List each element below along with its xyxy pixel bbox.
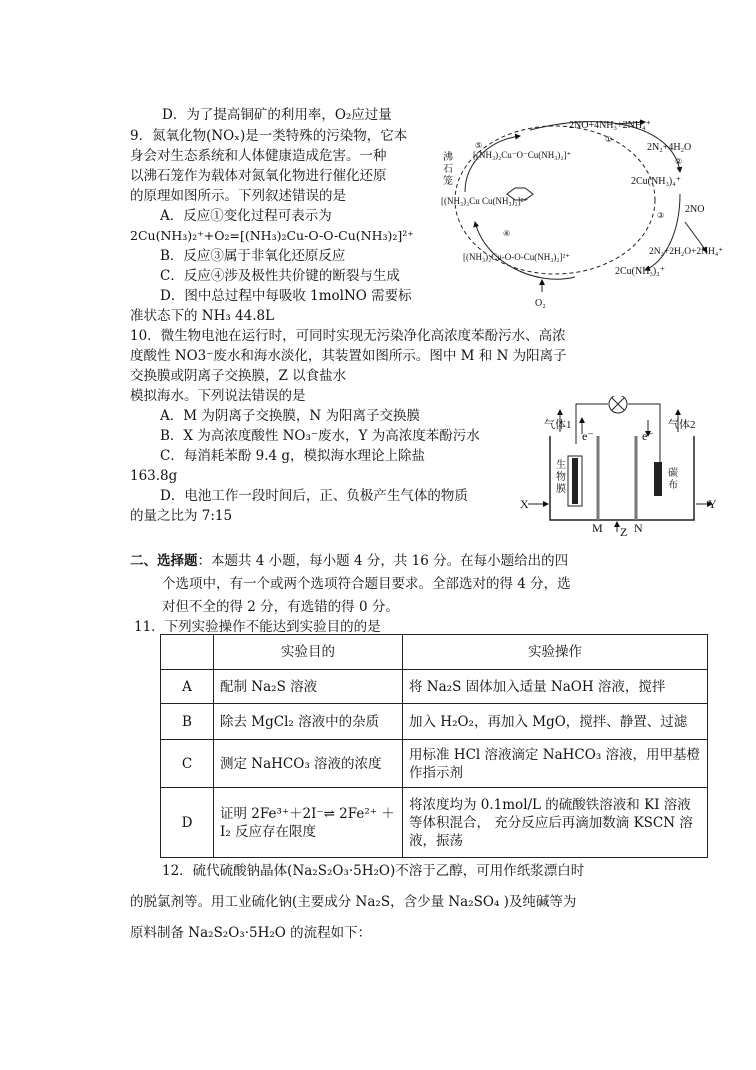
row-c-option: C xyxy=(161,740,214,788)
table-header-row xyxy=(161,635,708,670)
x-label: X xyxy=(520,497,529,511)
q11-stem: 11．下列实验操作不能达到实验目的的是 xyxy=(134,619,381,635)
section2-line3: 对但不全的得 2 分，有选错的得 0 分。 xyxy=(162,599,399,615)
q9-stem-line2: 身会对生态系统和人体健康造成危害。一种 xyxy=(130,148,387,164)
section2-line1 xyxy=(130,552,568,570)
biofilm-electrode xyxy=(572,458,578,504)
diagram-complex-top: [(NH₃)₂Cu⁻O⁻Cu(NH₃)₂]⁺ xyxy=(473,150,572,160)
table-row xyxy=(161,704,708,740)
q10-stem-line3: 交换膜或阴离子交换膜，Z 以食盐水 xyxy=(130,368,347,384)
row-b-operation: 加入 H₂O₂，再加入 MgO，搅拌、静置、过滤 xyxy=(403,704,708,740)
bio-label-1: 生 xyxy=(556,460,566,471)
catalytic-cycle-diagram xyxy=(435,112,753,312)
step-4: ④ xyxy=(503,229,511,238)
q9-option-c: C．反应④涉及极性共价键的断裂与生成 xyxy=(160,268,400,284)
q9-option-d-cont: 准状态下的 NH₃ 44.8L xyxy=(130,308,275,324)
q12-line2: 的脱氯剂等。用工业硫化钠(主要成分 Na₂S，含少量 Na₂SO₄ )及纯碱等为 xyxy=(130,894,577,910)
row-c-operation: 用标准 HCl 溶液滴定 NaHCO₃ 溶液，用甲基橙作指示剂 xyxy=(403,740,708,788)
table-header-purpose: 实验目的 xyxy=(214,635,403,670)
q8-option-d: D．为了提高铜矿的利用率，O₂应过量 xyxy=(162,107,392,123)
row-c-purpose: 测定 NaHCO₃ 溶液的浓度 xyxy=(214,740,403,788)
q10-option-a: A．M 为阴离子交换膜，N 为阳离子交换膜 xyxy=(160,408,420,424)
step-1: ① xyxy=(605,135,613,144)
step-5: ⑤ xyxy=(475,141,483,150)
row-d-operation: 将浓度均为 0.1mol/L 的硫酸铁溶液和 KI 溶液等体积混合， 充分反应后再滴加数滴 KSCN 溶液，振荡 xyxy=(403,788,708,858)
diagram-bottom-right: 2N₂+2H₂O+2NH₄⁺ xyxy=(649,247,724,257)
m-label: M xyxy=(592,521,603,535)
diagram-o2: O₂ xyxy=(535,298,546,309)
zeolite-label-1: 沸 xyxy=(443,152,453,163)
q9-stem-line3: 以沸石笼作为载体对氮氧化物进行催化还原 xyxy=(130,168,387,184)
row-a-purpose: 配制 Na₂S 溶液 xyxy=(214,670,403,704)
diagram-complex-ring: [(NH₃)₂Cu Cu(NH₃)₂]²⁺ xyxy=(441,196,529,206)
gas2-label: 气体2 xyxy=(668,419,696,431)
zeolite-label-3: 笼 xyxy=(443,176,453,187)
row-a-operation: 将 Na₂S 固体加入适量 NaOH 溶液，搅拌 xyxy=(403,670,708,704)
q10-option-c-cont: 163.8g xyxy=(130,468,178,484)
y-label: Y xyxy=(708,497,717,511)
diagram-top-right: 2NO+4NH₃+2NH₄⁺ xyxy=(569,120,651,131)
q12-line1: 12．硫代硫酸钠晶体(Na₂S₂O₃·5H₂O)不溶于乙醇，可用作纸浆漂白时 xyxy=(162,863,585,879)
step-2: ② xyxy=(675,157,683,166)
e2-label: e⁻ xyxy=(642,429,654,443)
bio-label-2: 物 xyxy=(556,472,566,483)
section2-line2: 个选项中，有一个或两个选项符合题目要求。全部选对的得 4 分，选 xyxy=(162,576,571,592)
bio-label-3: 膜 xyxy=(556,484,566,495)
carbon-cloth-electrode xyxy=(654,462,662,496)
zeolite-label-2: 石 xyxy=(443,164,453,175)
row-d-purpose: 证明 2Fe³⁺＋2I⁻⇌ 2Fe²⁺ ＋ I₂ 反应存在限度 xyxy=(214,788,403,858)
gas1-label: 气体1 xyxy=(544,419,572,431)
diagram-n2: 2N₂+4H₂O xyxy=(647,142,692,153)
table-row xyxy=(161,740,708,788)
row-b-option: B xyxy=(161,704,214,740)
q10-option-d: D．电池工作一段时间后，正、负极产生气体的物质 xyxy=(160,488,468,504)
microbial-cell-diagram xyxy=(520,396,720,536)
n-label: N xyxy=(634,521,643,535)
q10-option-d-cont: 的量之比为 7:15 xyxy=(130,508,233,524)
q9-stem-line1: 9．氮氧化物(NOₓ)是一类特殊的污染物，它本 xyxy=(130,128,408,144)
cycle-arc-bottom xyxy=(475,222,575,279)
q10-stem-line2: 度酸性 NO3⁻废水和海水淡化，其装置如图所示。图中 M 和 N 为阳离子 xyxy=(130,348,567,364)
z-label: Z xyxy=(620,525,628,536)
row-d-option: D xyxy=(161,788,214,858)
q10-stem-line1: 10．微生物电池在运行时，可同时实现无污染净化高浓度苯酚污水、高浓 xyxy=(130,328,566,344)
diagram-complex-bottom: [(NH₃)₂Cu-O-O-Cu(NH₃)₂]²⁺ xyxy=(463,252,570,262)
q9-option-d: D．图中总过程中每吸收 1molNO 需要标 xyxy=(160,288,412,304)
carbon-label-1: 碳 xyxy=(668,468,678,479)
q10-option-b: B．X 为高浓度酸性 NO₃⁻废水，Y 为高浓度苯酚污水 xyxy=(160,428,480,444)
q12-line3: 原料制备 Na₂S₂O₃·5H₂O 的流程如下： xyxy=(130,925,372,941)
diagram-cu-mid: 2Cu(NH₃)₄⁺ xyxy=(631,176,682,187)
q9-option-b: B．反应③属于非氧化还原反应 xyxy=(160,248,346,264)
q10-stem-line4: 模拟海水。下列说法错误的是 xyxy=(130,388,306,404)
section2-title: 二、选择题 xyxy=(130,553,198,569)
diagram-no2: 2NO xyxy=(685,204,705,215)
cycle-arc-right xyxy=(645,194,680,270)
q9-stem-line4: 的原理如图所示。下列叙述错误的是 xyxy=(130,188,346,204)
e1-label: e⁻ xyxy=(582,429,594,443)
step-3: ③ xyxy=(657,211,665,220)
q10-option-c: C．每消耗苯酚 9.4 g，模拟海水理论上除盐 xyxy=(160,448,426,464)
table-row xyxy=(161,670,708,704)
diagram-cu-bottom: 2Cu(NH₃)₂⁺ xyxy=(615,266,666,277)
table-header-option xyxy=(161,635,214,670)
q9-option-a-equation: 2Cu(NH₃)₂⁺+O₂=[(NH₃)₂Cu-O-O-Cu(NH₃)₂]²⁺ xyxy=(130,228,414,243)
row-a-option: A xyxy=(161,670,214,704)
carbon-label-2: 布 xyxy=(668,480,678,491)
table-header-operation: 实验操作 xyxy=(403,635,708,670)
section2-intro: ：本题共 4 小题，每小题 4 分，共 16 分。在每小题给出的四 xyxy=(197,553,569,569)
q11-table xyxy=(160,634,708,858)
row-b-purpose: 除去 MgCl₂ 溶液中的杂质 xyxy=(214,704,403,740)
table-row xyxy=(161,788,708,858)
cycle-arc-left xyxy=(465,136,520,192)
q9-option-a: A．反应①变化过程可表示为 xyxy=(160,208,332,224)
